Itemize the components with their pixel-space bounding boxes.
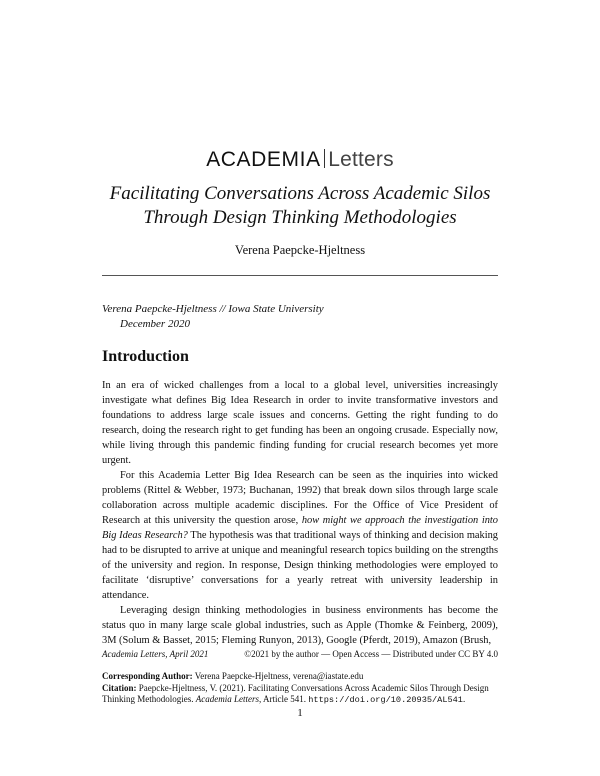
paper-title: [60, 182, 540, 230]
footer-meta: [102, 649, 498, 659]
section-heading: Introduction: [102, 348, 189, 365]
footer-info: [102, 671, 498, 707]
paragraph-2: [102, 468, 498, 603]
paragraph-2-part-a: For this Academia Letter Big Idea Research can be seen as the inquiries into wicked problems (Rittel & Webber, 1973; Buchanan, 1992) that break down silos through large scale collaboration across multiple academic disciplines. For the Office of Vice President of Research at this university the question arose,: [102, 470, 498, 526]
brand-divider: [324, 149, 326, 168]
citation: [102, 683, 498, 707]
header-rule: [102, 275, 498, 276]
author-affiliation: [102, 302, 324, 332]
corresponding-label: Corresponding Author:: [102, 671, 193, 681]
citation-journal: Academia Letters: [195, 694, 259, 704]
corresponding-author: [102, 671, 498, 683]
doi-end: .: [462, 694, 466, 704]
brand-section: Letters: [328, 148, 394, 171]
journal-date: Academia Letters, April 2021: [102, 649, 209, 659]
citation-text: Paepcke-Hjeltness, V. (2021). Facilitating Conversations Across Academic Silos Through Design Thinking Methodologies.: [102, 682, 489, 704]
doi-link[interactable]: https://doi.org/10.20935/AL541: [308, 695, 463, 705]
affiliation-line: Verena Paepcke-Hjeltness // Iowa State University: [102, 303, 324, 315]
author-name: Verena Paepcke-Hjeltness: [234, 243, 366, 257]
license-text: ©2021 by the author — Open Access — Distributed under CC BY 4.0: [244, 649, 498, 659]
page-number: 1: [297, 707, 303, 719]
corresponding-value: Verena Paepcke-Hjeltness, verena@iastate.edu: [194, 671, 364, 681]
paragraph-2-question: how might we approach the investigation into Big Ideas Research?: [102, 515, 498, 541]
citation-label: Citation:: [102, 682, 137, 693]
brand-name: ACADEMIA: [206, 148, 321, 171]
body-text: [102, 378, 498, 648]
paragraph-2-part-b: The hypothesis was that traditional ways of thinking and decision making had to be disrupted to arrive at unique and meaningful research topics building on the strengths of the university and region. In response, Design thinking methodologies were employed to facilitate ‘disruptive’ conversations for a yearly retreat with university leadership in attendance.: [102, 530, 498, 601]
title-line-2: Through Design Thinking Methodologies: [143, 207, 457, 228]
affiliation-date: December 2020: [120, 318, 190, 330]
journal-brand: [0, 148, 600, 172]
title-line-1: Facilitating Conversations Across Academic Silos: [109, 183, 491, 204]
citation-article: , Article 541.: [259, 694, 306, 704]
paragraph-3: Leveraging design thinking methodologies in business environments has become the status quo in many large scale global industries, such as Apple (Thomke & Feinberg, 2009), 3M (Solum & Basset, 2015; Fleming Runyon, 2013), Google (Pferdt, 2019), Amazon (Brush,: [102, 605, 498, 646]
paragraph-1: In an era of wicked challenges from a local to a global level, universities increasingly investigate what defines Big Idea Research in order to invite transformative investors and foundations to address large scale issues and concerns. Getting the right funding to do research, doing the research right to get funding has been an ongoing crusade. Especially now, while living through this pandemic finding funding for crucial research becomes yet more urgent.: [102, 380, 498, 466]
